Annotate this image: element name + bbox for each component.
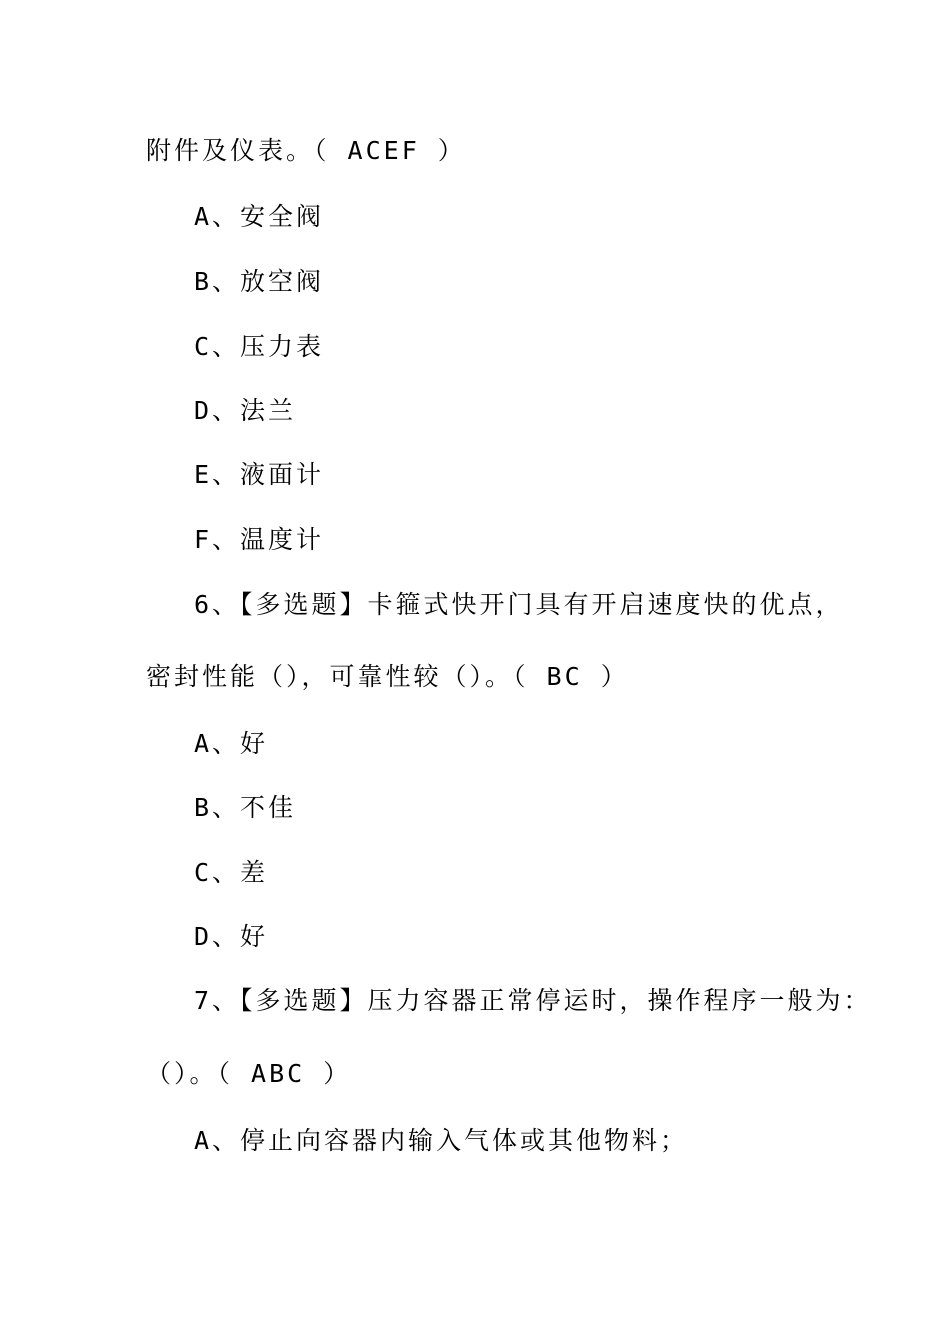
question-7-continuation: （）。（ ABC ）	[146, 1059, 352, 1088]
q6-option-b: B、不佳	[194, 793, 297, 822]
q6-option-c: C、差	[194, 858, 269, 887]
question-6-continuation: 密封性能（），可靠性较（）。（ BC ）	[146, 662, 629, 691]
q6-option-d: D、好	[194, 922, 269, 951]
question-7-text: 7、【多选题】压力容器正常停运时，操作程序一般为：	[194, 986, 872, 1015]
question-6-text: 6、【多选题】卡箍式快开门具有开启速度快的优点，	[194, 590, 844, 619]
q5-option-b: B、放空阀	[194, 267, 325, 296]
q5-option-f: F、温度计	[194, 525, 325, 554]
q5-option-c: C、压力表	[194, 332, 325, 361]
q6-option-a: A、好	[194, 729, 269, 758]
q5-option-a: A、安全阀	[194, 202, 325, 231]
q5-option-e: E、液面计	[194, 460, 325, 489]
q7-option-a: A、停止向容器内输入气体或其他物料；	[194, 1126, 689, 1155]
question-5-continuation: 附件及仪表。（ ACEF ）	[146, 136, 466, 165]
q5-option-d: D、法兰	[194, 396, 297, 425]
